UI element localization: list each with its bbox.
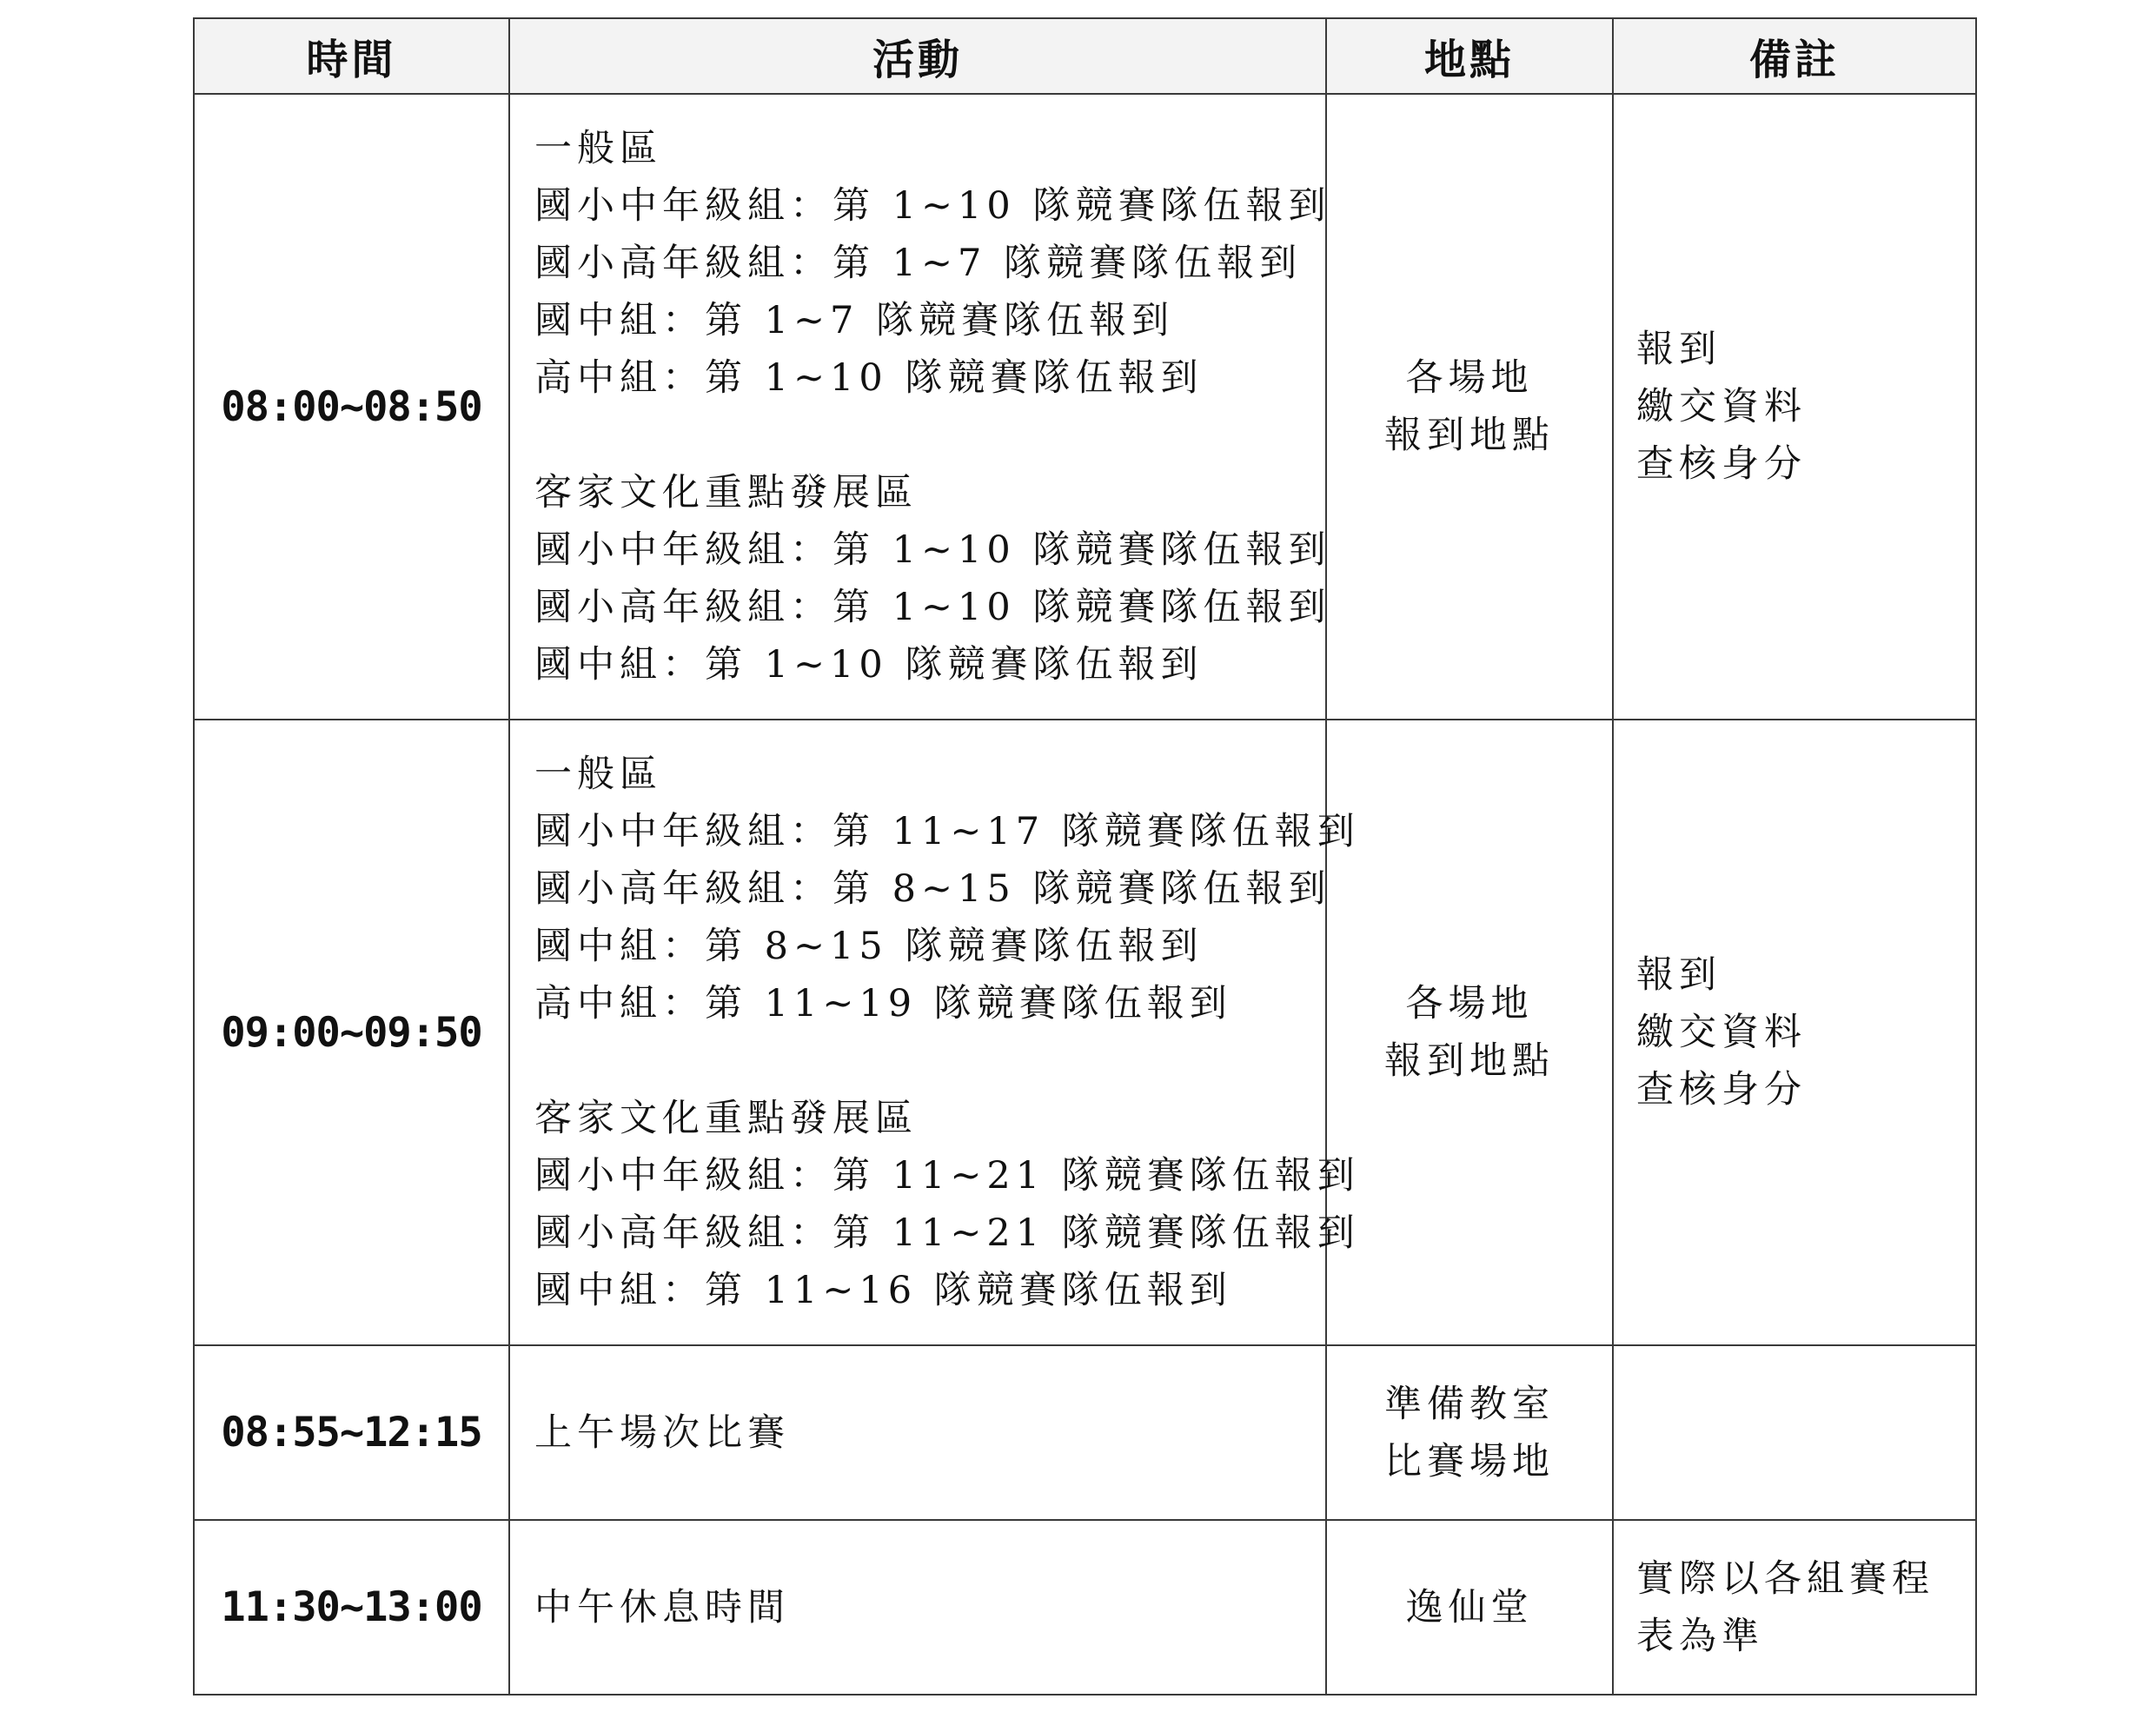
notes-cell [1613,1345,1976,1520]
table-row [194,720,1976,1345]
header-row [194,18,1976,94]
activity-line: 國小高年級組：第 11~21 隊競賽隊伍報到 [534,1211,1360,1255]
activity-line: 國小中年級組：第 11~21 隊競賽隊伍報到 [534,1154,1360,1198]
notes-line: 繳交資料 [1636,385,1807,428]
section-title-general: 一般區 [534,127,662,170]
section-title-hakka: 客家文化重點發展區 [534,471,918,514]
header-location: 地點 [1326,18,1613,94]
schedule-table [193,17,1977,1696]
time-cell: 11:30~13:00 [194,1520,509,1695]
activity-line: 國小中年級組：第 11~17 隊競賽隊伍報到 [534,810,1360,853]
location-line: 逸仙堂 [1405,1585,1534,1629]
activity-cell [509,1345,1326,1520]
header-notes: 備註 [1613,18,1976,94]
location-cell [1326,1345,1613,1520]
activity-line: 國中組：第 11~16 隊競賽隊伍報到 [534,1269,1232,1312]
location-cell [1326,1520,1613,1695]
activity-cell [509,720,1360,1345]
time-cell: 08:00~08:50 [194,94,509,720]
section-title-general: 一般區 [534,753,662,796]
table-row [194,1520,1976,1695]
activity-line: 國中組：第 8~15 隊競賽隊伍報到 [534,925,1204,968]
table-row [194,1345,1976,1520]
section-spacer [534,1032,1325,1090]
header-time: 時間 [194,18,509,94]
section-spacer [534,407,1325,464]
notes-line: 報到 [1636,953,1721,997]
header-activity: 活動 [509,18,1326,94]
activity-cell [509,94,1331,720]
time-cell: 09:00~09:50 [194,720,509,1345]
location-line: 比賽場地 [1384,1439,1555,1483]
activity-line: 國中組：第 1~10 隊競賽隊伍報到 [534,643,1204,687]
location-line: 報到地點 [1384,1039,1555,1083]
activity-line: 國小高年級組：第 1~7 隊競賽隊伍報到 [534,242,1303,285]
notes-cell [1613,720,1976,1345]
location-line: 各場地 [1405,356,1534,400]
location-cell [1326,94,1613,720]
activity-cell [509,1520,1326,1695]
notes-cell [1613,1520,1976,1695]
location-line: 準備教室 [1384,1382,1555,1426]
notes-line: 表為準 [1636,1614,1764,1658]
notes-line: 查核身分 [1636,442,1807,486]
notes-line: 報到 [1636,328,1721,371]
activity-line: 國小中年級組：第 1~10 隊競賽隊伍報到 [534,528,1331,572]
location-line: 各場地 [1405,982,1534,1025]
activity-line: 上午場次比賽 [534,1410,790,1455]
table-row [194,94,1976,720]
location-line: 報到地點 [1384,414,1555,457]
activity-line: 國中組：第 1~7 隊競賽隊伍報到 [534,299,1175,342]
notes-line: 實際以各組賽程 [1636,1556,1934,1601]
notes-line: 繳交資料 [1636,1011,1807,1054]
activity-line: 國小高年級組：第 1~10 隊競賽隊伍報到 [534,586,1331,629]
activity-line: 高中組：第 1~10 隊競賽隊伍報到 [534,356,1204,400]
activity-line: 國小中年級組：第 1~10 隊競賽隊伍報到 [534,184,1331,228]
activity-line: 高中組：第 11~19 隊競賽隊伍報到 [534,982,1232,1025]
notes-line: 查核身分 [1636,1068,1807,1112]
activity-line: 國小高年級組：第 8~15 隊競賽隊伍報到 [534,867,1331,911]
time-cell: 08:55~12:15 [194,1345,509,1520]
notes-cell [1613,94,1976,720]
location-cell [1326,720,1613,1345]
activity-line: 中午休息時間 [534,1585,790,1629]
section-title-hakka: 客家文化重點發展區 [534,1097,918,1140]
